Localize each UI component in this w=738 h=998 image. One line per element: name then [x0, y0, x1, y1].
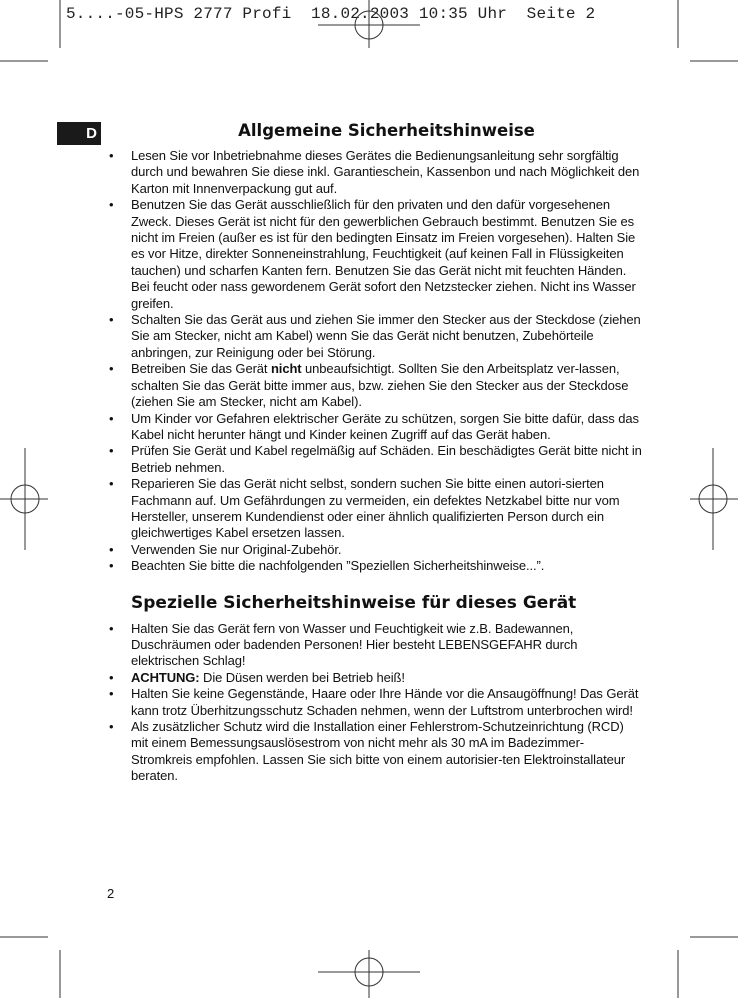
list-item: • Um Kinder vor Gefahren elektrischer Geräte zu schützen, sorgen Sie bitte dafür, dass das Kabel nicht herunter hängt und Kinder keinen Zugriff auf das Gerät haben.: [107, 411, 642, 444]
warning-label: ACHTUNG:: [131, 669, 200, 685]
registration-mark-top: [318, 0, 420, 48]
general-safety-list: [107, 148, 642, 575]
section-title-device-safety: Spezielle Sicherheitshinweise für dieses Gerät: [131, 592, 577, 613]
registration-mark-right: [690, 448, 738, 550]
list-item-text: Die Düsen werden bei Betrieb heiß!: [199, 669, 405, 685]
list-item-text: Betreiben Sie das Gerät: [131, 361, 271, 377]
list-item: • Lesen Sie vor Inbetriebnahme dieses Gerätes die Bedienungsanleitung sehr sorgfältig durch und bewahren Sie diese inkl. Garantieschein, Kassenbon und nach Möglichkeit den Karton mit Innenverpackung gut auf.: [107, 148, 642, 197]
list-item: • Beachten Sie bitte die nachfolgenden ”Speziellen Sicherheitshinweise...”.: [107, 558, 642, 574]
language-tab: D: [57, 122, 101, 145]
list-item: [107, 361, 642, 410]
list-item: • Als zusätzlicher Schutz wird die Installation einer Fehlerstrom-Schutzeinrichtung (RCD) mit einem Bemessungsauslösestrom von nicht mehr als 30 mA im Badezimmer-Stromkreis empfohlen. Lassen Sie sich bitte von einem autorisier-ten Elektroinstallateur beraten.: [107, 719, 642, 785]
list-item: • Halten Sie keine Gegenstände, Haare oder Ihre Hände vor die Ansaugöffnung! Das Gerät kann trotz Überhitzungsschutz Schaden nehmen, wenn der Luftstrom unterbrochen wird!: [107, 686, 642, 719]
list-item: • Halten Sie das Gerät fern von Wasser und Feuchtigkeit wie z.B. Badewannen, Duschräumen oder badenden Personen! Hier besteht LEBENSGEFAHR durch elektrischen Schlag!: [107, 621, 642, 670]
list-item: • Benutzen Sie das Gerät ausschließlich für den privaten und den dafür vorgesehenen Zweck. Dieses Gerät ist nicht für den gewerblichen Gebrauch bestimmt. Benutzen Sie es nicht im Freien (außer es ist für den bedingten Einsatz im Freien vorgesehen). Halten Sie es vor Hitze, direkter Sonneneinstrahlung, Feuchtigkeit (auf keinen Fall in Flüssigkeiten tauchen) und scharfen Kanten fern. Benutzen Sie das Gerät nicht mit feuchten Händen. Bei feucht oder nass gewordenem Gerät sofort den Netzstecker ziehen. Nicht ins Wasser greifen.: [107, 197, 642, 312]
print-slug: 5....-05-HPS 2777 Profi 18.02.2003 10:35 Uhr Seite 2: [66, 5, 596, 23]
list-item: • Verwenden Sie nur Original-Zubehör.: [107, 542, 642, 558]
page-number: 2: [107, 886, 115, 901]
device-safety-list: [107, 621, 642, 785]
emphasis-nicht: nicht: [270, 361, 302, 377]
list-item: • Prüfen Sie Gerät und Kabel regelmäßig auf Schäden. Ein beschädigtes Gerät bitte nicht in Betrieb nehmen.: [107, 443, 642, 476]
list-item: • Reparieren Sie das Gerät nicht selbst, sondern suchen Sie bitte einen autori-sierten Fachmann auf. Um Gefährdungen zu vermeiden, ein defektes Netzkabel bitte nur vom Hersteller, unserem Kundendienst oder einer ähnlich qualifizierten Person durch ein gleichwertiges Kabel ersetzen lassen.: [107, 476, 642, 542]
list-item-text: unbeaufsichtigt. Sollten Sie den Arbeitsplatz ver-lassen, schalten Sie das Gerät bitte immer aus, bzw. ziehen Sie den Stecker aus der Steckdose (ziehen Sie am Stecker, nicht am Kabel).: [131, 361, 629, 410]
content: [107, 118, 642, 785]
list-item: • Schalten Sie das Gerät aus und ziehen Sie immer den Stecker aus der Steckdose (ziehen Sie am Stecker, nicht am Kabel) wenn Sie das Gerät nicht benutzen, Zubehörteile anbringen, zur Reinigung oder bei Störung.: [107, 312, 642, 361]
list-item: [107, 670, 642, 686]
registration-mark-left: [0, 448, 48, 550]
section-title-general-safety: Allgemeine Sicherheitshinweise: [238, 121, 535, 140]
registration-mark-bottom: [318, 950, 420, 998]
